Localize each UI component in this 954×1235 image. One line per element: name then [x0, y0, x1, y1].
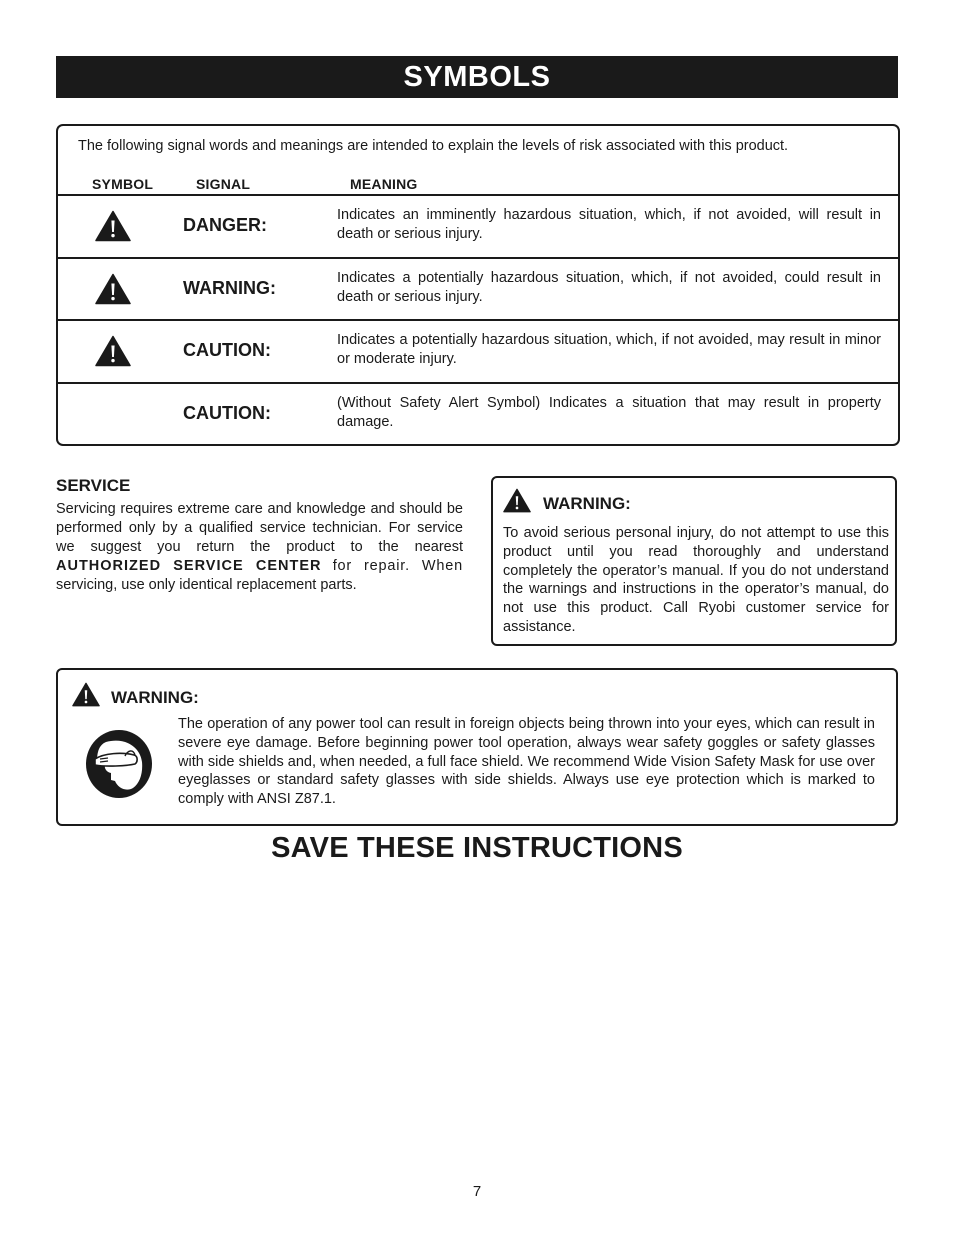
header-symbol: SYMBOL — [92, 176, 154, 192]
signal-word: WARNING: — [183, 277, 276, 298]
safety-alert-triangle-icon — [72, 682, 100, 707]
signal-word: DANGER: — [183, 215, 267, 235]
symbol-row-caution-no-symbol — [58, 382, 898, 445]
safety-alert-triangle-icon — [95, 273, 131, 305]
symbols-banner — [56, 56, 898, 98]
service-emphasis: AUTHORIZED SERVICE CENTER — [56, 558, 322, 574]
symbols-intro: The following signal words and meanings are intended to explain the levels of risk associated with this product. — [78, 138, 789, 154]
safety-alert-triangle-icon — [95, 335, 131, 367]
signal-meaning: Indicates a potentially hazardous situation, which, if not avoided, could result in death or serious injury. — [337, 269, 881, 305]
symbol-row-danger — [58, 194, 898, 257]
symbol-row-caution — [58, 319, 898, 382]
service-title: SERVICE — [56, 476, 131, 495]
signal-word: CAUTION: — [183, 402, 271, 423]
save-instructions-heading: SAVE THESE INSTRUCTIONS — [271, 832, 683, 864]
signal-meaning: Indicates an imminently hazardous situation, which, if not avoided, will result in death or serious injury. — [337, 207, 881, 242]
service-body — [56, 500, 463, 595]
signal-meaning: (Without Safety Alert Symbol) Indicates a situation that may result in property damage. — [337, 394, 881, 430]
signal-meaning: Indicates a potentially hazardous situation, which, if not avoided, may result in minor or moderate injury. — [337, 332, 881, 367]
eye-protection-warning-box — [56, 668, 898, 826]
warning-body: To avoid serious personal injury, do not attempt to use this product until you read thoroughly and understand completely the operator’s manual. If you do not understand the warnings and instructions in the operator’s manual, do not use this product. Call Ryobi customer service for assistance. — [503, 525, 889, 635]
header-meaning: MEANING — [350, 176, 418, 192]
warning-title: WARNING: — [111, 688, 199, 707]
warning-body: The operation of any power tool can result in foreign objects being thrown into your eyes, which can result in severe eye damage. Before beginning power tool operation, always wear safety goggles or safety glasses with side shields and, when needed, a full face shield. We recommend Wide Vision Safety Mask for use over eyeglasses or standard safety glasses with side shields. Always use eye protection which is marked to comply with ANSI Z87.1. — [178, 716, 875, 808]
symbol-row-warning — [58, 257, 898, 320]
service-text-2: for repair. When — [332, 558, 463, 574]
service-text-3: servicing, use only identical replacement parts. — [56, 577, 357, 593]
safety-alert-triangle-icon — [503, 488, 531, 513]
eye-protection-goggles-icon — [84, 728, 154, 800]
signal-word: CAUTION: — [183, 340, 271, 360]
warning-title: WARNING: — [543, 494, 631, 513]
symbols-table — [56, 124, 900, 446]
service-text-1: Servicing requires extreme care and knowledge and should be performed only by a qualified service technician. For service we suggest you return the product to the nearest — [56, 501, 463, 555]
manual-warning-box — [491, 476, 897, 646]
header-signal: SIGNAL — [196, 176, 251, 192]
safety-alert-triangle-icon — [95, 210, 131, 242]
page-number: 7 — [472, 1183, 482, 1200]
banner-title: SYMBOLS — [403, 60, 551, 93]
